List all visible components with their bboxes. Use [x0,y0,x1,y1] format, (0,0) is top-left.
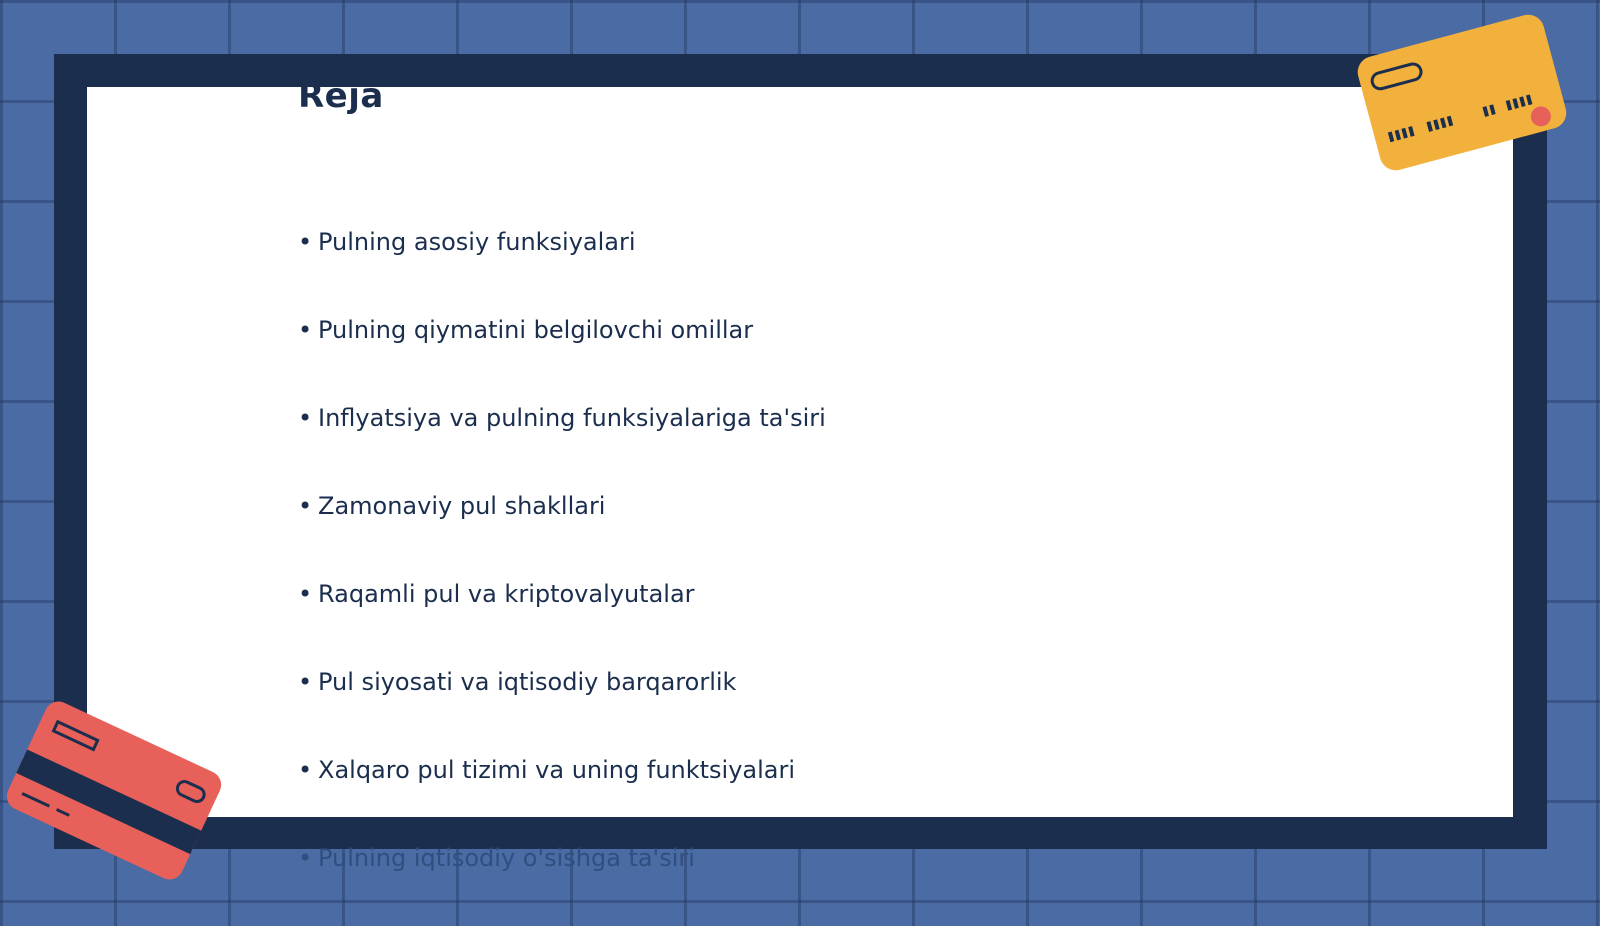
list-item [298,310,826,398]
list-item-overflow [298,838,826,926]
bullet-icon: • [298,228,313,256]
bullet-icon: • [298,756,313,784]
list-item [298,662,826,750]
list-item-text: Raqamli pul va kriptovalyutalar [318,580,695,608]
list-item [298,574,826,662]
list-item-text: Pulning iqtisodiy o'sishga ta'siri [318,844,695,872]
list-item-text: Xalqaro pul tizimi va uning funktsiyalari [318,756,796,784]
bullet-icon: • [298,316,313,344]
list-item-text: Pulning asosiy funksiyalari [318,228,636,256]
list-item [298,750,826,838]
plan-list [298,222,826,926]
list-item-text: Inflyatsiya va pulning funksiyalariga ta'siri [318,404,826,432]
bullet-icon: • [298,668,313,696]
bullet-icon: • [298,580,313,608]
slide-title: Reja [298,76,384,116]
list-item-text: Zamonaviy pul shakllari [318,492,606,520]
list-item [298,222,826,310]
list-item-text: Pul siyosati va iqtisodiy barqarorlik [318,668,737,696]
list-item [298,486,826,574]
bullet-icon: • [298,492,313,520]
list-item-text: Pulning qiymatini belgilovchi omillar [318,316,754,344]
bullet-icon: • [298,404,313,432]
list-item [298,398,826,486]
bullet-icon: • [298,844,313,872]
